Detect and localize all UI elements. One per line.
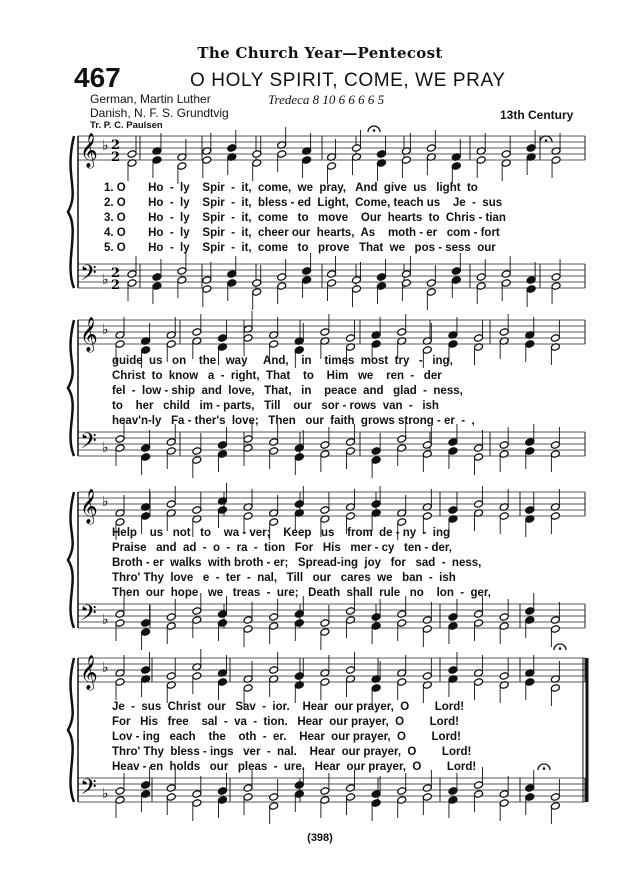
- soprano-note: [448, 666, 458, 675]
- alto-note: [327, 162, 337, 171]
- soprano-note: [499, 328, 509, 337]
- lyric-line: 3. O Ho - ly Spir - it, come to move Our hearts to Chris - tian: [104, 212, 506, 224]
- tenor-note: [474, 444, 484, 453]
- tenor-note: [327, 270, 337, 279]
- flat-key-signature-icon: ♭: [102, 272, 109, 288]
- soprano-note: [127, 150, 137, 159]
- lyric-line: to her child im - parts, Till our sor - rows van - ish: [112, 400, 439, 412]
- lyric-line: 4. O Ho - ly Spir - it, cheer our hearts, As moth - er com - fort: [104, 227, 500, 239]
- alto-note: [166, 340, 176, 349]
- tenor-note: [115, 787, 125, 796]
- alto-note: [243, 684, 253, 693]
- tenor-note: [217, 610, 227, 619]
- soprano-note: [252, 150, 262, 159]
- tenor-note: [166, 784, 176, 793]
- bass-note: [525, 447, 535, 456]
- system-brace: [68, 136, 74, 288]
- soprano-note: [166, 500, 176, 509]
- bass-note: [474, 619, 484, 628]
- alto-note: [550, 684, 560, 693]
- bass-note: [252, 288, 262, 297]
- alto-note: [269, 340, 279, 349]
- tenor-note: [525, 784, 535, 793]
- bass-note: [499, 799, 509, 808]
- bass-note: [448, 447, 458, 456]
- fermata-dot-icon: [559, 647, 562, 650]
- bass-note: [426, 288, 436, 297]
- alto-note: [551, 156, 561, 165]
- lyric-line: heav'n-ly Fa - ther's love; Then our faith grows strong - er - ,: [112, 415, 475, 427]
- soprano-note: [526, 144, 536, 153]
- bass-note: [243, 793, 253, 802]
- bass-note: [302, 276, 312, 285]
- bass-note: [192, 799, 202, 808]
- bass-note: [294, 790, 304, 799]
- bass-note: [217, 450, 227, 459]
- treble-clef-icon: 𝄞: [80, 133, 98, 168]
- bass-note: [397, 619, 407, 628]
- bass-note: [501, 279, 511, 288]
- bass-note: [346, 447, 356, 456]
- fermata-dot-icon: [373, 129, 376, 132]
- flat-key-signature-icon: ♭: [102, 612, 109, 628]
- alto-note: [115, 340, 125, 349]
- alto-note: [397, 518, 407, 527]
- tenor-note: [127, 270, 137, 279]
- alto-note: [177, 162, 187, 171]
- tenor-note: [426, 279, 436, 288]
- bass-note: [476, 282, 486, 291]
- tenor-note: [320, 787, 330, 796]
- tenor-note: [217, 441, 227, 450]
- soprano-note: [320, 506, 330, 515]
- soprano-note: [474, 500, 484, 509]
- soprano-note: [422, 672, 432, 681]
- bass-note: [115, 796, 125, 805]
- lyric-line: 2. O Ho - ly Spir - it, bless - ed Light, Come, teach us Je - sus: [104, 197, 503, 209]
- alto-note: [202, 156, 212, 165]
- alto-note: [474, 678, 484, 687]
- bass-note: [152, 282, 162, 291]
- lyric-line: Broth - er walks with broth - er; Spread-ing joy for sad - ness,: [112, 557, 482, 569]
- lyric-line: Je - sus Christ our Sav - ior. Hear our prayer, O Lord!: [112, 701, 465, 713]
- tenor-note: [376, 273, 386, 282]
- alto-note: [476, 156, 486, 165]
- tenor-note: [397, 787, 407, 796]
- alto-note: [217, 506, 227, 515]
- bass-note: [277, 282, 287, 291]
- tenor-note: [451, 267, 461, 276]
- bass-note: [525, 793, 535, 802]
- tenor-note: [166, 613, 176, 622]
- tenor-note: [371, 447, 381, 456]
- tenor-note: [526, 276, 536, 285]
- lyric-line: Lov - ing each the oth - er. Hear our prayer, O Lord!: [112, 731, 461, 743]
- bass-note: [192, 616, 202, 625]
- lyric-line: fel - low - ship and love, That, in peace and glad - ness,: [112, 385, 463, 397]
- bass-note: [127, 279, 137, 288]
- soprano-note: [141, 666, 151, 675]
- bass-note: [401, 279, 411, 288]
- bass-note: [166, 622, 176, 631]
- bass-note: [526, 285, 536, 294]
- tenor-note: [550, 616, 560, 625]
- lyric-line: Help us not to wa - ver; Keep us from de - ny - ing: [112, 527, 451, 539]
- tenor-note: [320, 619, 330, 628]
- bass-note: [166, 793, 176, 802]
- alto-note: [371, 684, 381, 693]
- bass-note: [371, 799, 381, 808]
- tenor-note: [448, 438, 458, 447]
- treble-clef-icon: 𝄞: [80, 655, 98, 690]
- tenor-note: [243, 784, 253, 793]
- tenor-note: [551, 273, 561, 282]
- bass-note: [448, 796, 458, 805]
- bass-note: [217, 796, 227, 805]
- bass-note: [422, 625, 432, 634]
- tenor-note: [346, 784, 356, 793]
- tenor-note: [320, 441, 330, 450]
- bass-note: [269, 447, 279, 456]
- bass-note: [294, 453, 304, 462]
- time-signature-bottom: 2: [111, 150, 121, 165]
- tenor-note: [302, 267, 312, 276]
- lyric-line: Thro' Thy bless - ings ver - nal. Hear our prayer, O Lord!: [112, 746, 472, 758]
- bass-clef-icon: 𝄢: [80, 261, 97, 291]
- tenor-note: [352, 276, 362, 285]
- soprano-note: [346, 334, 356, 343]
- bass-note: [422, 793, 432, 802]
- alto-note: [192, 672, 202, 681]
- tenor-note: [371, 613, 381, 622]
- alto-note: [302, 156, 312, 165]
- tenor-note: [371, 790, 381, 799]
- alto-note: [217, 678, 227, 687]
- bass-note: [227, 279, 237, 288]
- alto-note: [422, 512, 432, 521]
- tenor-note: [550, 441, 560, 450]
- alto-note: [525, 678, 535, 687]
- tenor-note: [269, 793, 279, 802]
- alto-note: [277, 150, 287, 159]
- page-number: (398): [307, 832, 333, 844]
- soprano-note: [192, 328, 202, 337]
- bass-clef-icon: 𝄢: [80, 429, 97, 459]
- lyric-line: guide us on the way And, in times most try - ing,: [112, 355, 453, 367]
- tenor-note: [243, 616, 253, 625]
- bass-note: [320, 796, 330, 805]
- tune-date: 13th Century: [500, 108, 574, 122]
- tenor-note: [550, 793, 560, 802]
- bass-note: [327, 279, 337, 288]
- bass-note: [269, 802, 279, 811]
- bass-note: [320, 628, 330, 637]
- tenor-note: [192, 790, 202, 799]
- soprano-note: [294, 672, 304, 681]
- soprano-note: [474, 334, 484, 343]
- treble-clef-icon: 𝄞: [80, 317, 98, 352]
- flat-key-signature-icon: ♭: [102, 138, 109, 154]
- treble-clef-icon: 𝄞: [80, 489, 98, 524]
- tenor-note: [294, 444, 304, 453]
- tenor-note: [217, 787, 227, 796]
- author-credit: German, Martin Luther: [90, 92, 211, 106]
- bass-note: [499, 450, 509, 459]
- tenor-note: [525, 438, 535, 447]
- tenor-note: [499, 790, 509, 799]
- tenor-note: [192, 447, 202, 456]
- tenor-note: [277, 273, 287, 282]
- tenor-note: [448, 787, 458, 796]
- bass-note: [141, 453, 151, 462]
- time-signature-bottom: 2: [111, 278, 121, 293]
- bass-note: [371, 622, 381, 631]
- alto-note: [243, 334, 253, 343]
- bass-note: [346, 616, 356, 625]
- alto-note: [397, 678, 407, 687]
- system-brace: [68, 658, 74, 802]
- hymn-number: 467: [74, 62, 121, 93]
- alto-note: [152, 156, 162, 165]
- alto-note: [294, 346, 304, 355]
- bass-note: [141, 790, 151, 799]
- bass-note: [141, 628, 151, 637]
- bass-note: [499, 622, 509, 631]
- alto-note: [346, 512, 356, 521]
- tenor-note: [346, 607, 356, 616]
- lyric-line: 5. O Ho - ly Spir - it, come to prove That we pos - sess our: [104, 242, 496, 254]
- soprano-note: [192, 506, 202, 515]
- alto-note: [451, 162, 461, 171]
- alto-note: [371, 340, 381, 349]
- flat-key-signature-icon: ♭: [102, 660, 109, 676]
- bass-note: [550, 802, 560, 811]
- tenor-note: [422, 784, 432, 793]
- alto-note: [243, 512, 253, 521]
- soprano-note: [294, 500, 304, 509]
- bass-note: [243, 625, 253, 634]
- bass-clef-icon: 𝄢: [80, 775, 97, 805]
- tenor-note: [474, 781, 484, 790]
- alto-note: [320, 678, 330, 687]
- alto-note: [115, 518, 125, 527]
- tenor-note: [141, 619, 151, 628]
- alto-note: [401, 156, 411, 165]
- bass-note: [371, 456, 381, 465]
- bass-note: [243, 444, 253, 453]
- tenor-note: [422, 616, 432, 625]
- soprano-note: [371, 500, 381, 509]
- tenor-note: [227, 270, 237, 279]
- bass-note: [422, 450, 432, 459]
- alto-note: [499, 512, 509, 521]
- alto-note: [141, 512, 151, 521]
- bass-note: [376, 282, 386, 291]
- soprano-note: [448, 506, 458, 515]
- bass-note: [269, 622, 279, 631]
- danish-credit: Danish, N. F. S. Grundtvig: [90, 106, 229, 120]
- alto-note: [115, 678, 125, 687]
- tenor-note: [269, 438, 279, 447]
- lyric-line: For His free sal - va - tion. Hear our prayer, O Lord!: [112, 716, 459, 728]
- bass-note: [550, 625, 560, 634]
- soprano-note: [227, 144, 237, 153]
- tenor-note: [448, 613, 458, 622]
- soprano-note: [269, 666, 279, 675]
- soprano-note: [166, 672, 176, 681]
- tenor-note: [252, 279, 262, 288]
- tenor-note: [141, 444, 151, 453]
- tenor-note: [115, 610, 125, 619]
- bass-note: [451, 276, 461, 285]
- soprano-note: [217, 334, 227, 343]
- lyric-line: Praise and ad - o - ra - tion For His mer - cy ten - der,: [112, 542, 452, 554]
- soprano-note: [501, 150, 511, 159]
- tenor-note: [202, 276, 212, 285]
- system-brace: [68, 320, 74, 456]
- tenor-note: [499, 441, 509, 450]
- soprano-note: [352, 144, 362, 153]
- lyric-line: 1. O Ho - ly Spir - it, come, we pray, And give us light to: [104, 182, 478, 194]
- bass-note: [525, 616, 535, 625]
- bass-note: [397, 444, 407, 453]
- translator-credit: Tr. P. C. Paulsen: [90, 120, 163, 131]
- tenor-note: [294, 610, 304, 619]
- tenor-note: [243, 435, 253, 444]
- bass-note: [166, 447, 176, 456]
- alto-note: [448, 340, 458, 349]
- tenor-note: [397, 610, 407, 619]
- tenor-note: [474, 610, 484, 619]
- soprano-note: [550, 334, 560, 343]
- bass-note: [115, 444, 125, 453]
- alto-note: [269, 518, 279, 527]
- tenor-note: [346, 438, 356, 447]
- lyric-line: Christ to know a - right, That to Him we ren - der: [112, 370, 442, 382]
- tenor-note: [499, 613, 509, 622]
- bass-note: [474, 453, 484, 462]
- alto-note: [550, 512, 560, 521]
- flat-key-signature-icon: ♭: [102, 494, 109, 510]
- time-signature-top: 2: [111, 138, 121, 153]
- bass-note: [202, 285, 212, 294]
- bass-note: [346, 793, 356, 802]
- fermata-dot-icon: [543, 767, 546, 770]
- bass-note: [397, 796, 407, 805]
- bass-note: [352, 285, 362, 294]
- bass-note: [550, 450, 560, 459]
- soprano-note: [346, 666, 356, 675]
- soprano-note: [426, 144, 436, 153]
- bass-note: [551, 282, 561, 291]
- tenor-note: [177, 267, 187, 276]
- bass-note: [448, 622, 458, 631]
- system-brace: [68, 492, 74, 628]
- tenor-note: [152, 273, 162, 282]
- tenor-note: [397, 435, 407, 444]
- soprano-note: [320, 328, 330, 337]
- alto-note: [525, 340, 535, 349]
- bass-note: [177, 276, 187, 285]
- lyric-line: Thro' Thy love e - ter - nal, Till our cares we ban - ish: [112, 572, 456, 584]
- time-signature-top: 2: [111, 266, 121, 281]
- soprano-note: [376, 150, 386, 159]
- tenor-note: [501, 270, 511, 279]
- fermata-dot-icon: [545, 139, 548, 142]
- hymn-title: O HOLY SPIRIT, COME, WE PRAY: [190, 70, 506, 91]
- tenor-note: [422, 441, 432, 450]
- tenor-note: [192, 607, 202, 616]
- alto-note: [422, 346, 432, 355]
- tenor-note: [476, 273, 486, 282]
- tenor-note: [525, 607, 535, 616]
- lyric-line: Heav - en holds our pleas - ure. Hear our prayer, O Lord!: [112, 761, 477, 773]
- alto-note: [141, 346, 151, 355]
- bass-note: [115, 619, 125, 628]
- bass-note: [474, 790, 484, 799]
- tenor-note: [115, 435, 125, 444]
- bass-clef-icon: 𝄢: [80, 601, 97, 631]
- running-head: The Church Year—Pentecost: [197, 44, 443, 62]
- tenor-note: [141, 781, 151, 790]
- bass-note: [217, 619, 227, 628]
- soprano-note: [525, 506, 535, 515]
- tune-name: Tredeca 8 10 6 6 6 6 5: [268, 92, 385, 107]
- flat-key-signature-icon: ♭: [102, 322, 109, 338]
- soprano-note: [499, 672, 509, 681]
- tenor-note: [166, 438, 176, 447]
- flat-key-signature-icon: ♭: [102, 440, 109, 456]
- lyric-line: Then our hope we treas - ure; Death shall rule no lon - ger,: [112, 587, 491, 599]
- bass-note: [192, 456, 202, 465]
- soprano-note: [397, 328, 407, 337]
- bass-note: [320, 450, 330, 459]
- tenor-note: [269, 613, 279, 622]
- flat-key-signature-icon: ♭: [102, 786, 109, 802]
- tenor-note: [401, 270, 411, 279]
- bass-note: [294, 619, 304, 628]
- tenor-note: [294, 781, 304, 790]
